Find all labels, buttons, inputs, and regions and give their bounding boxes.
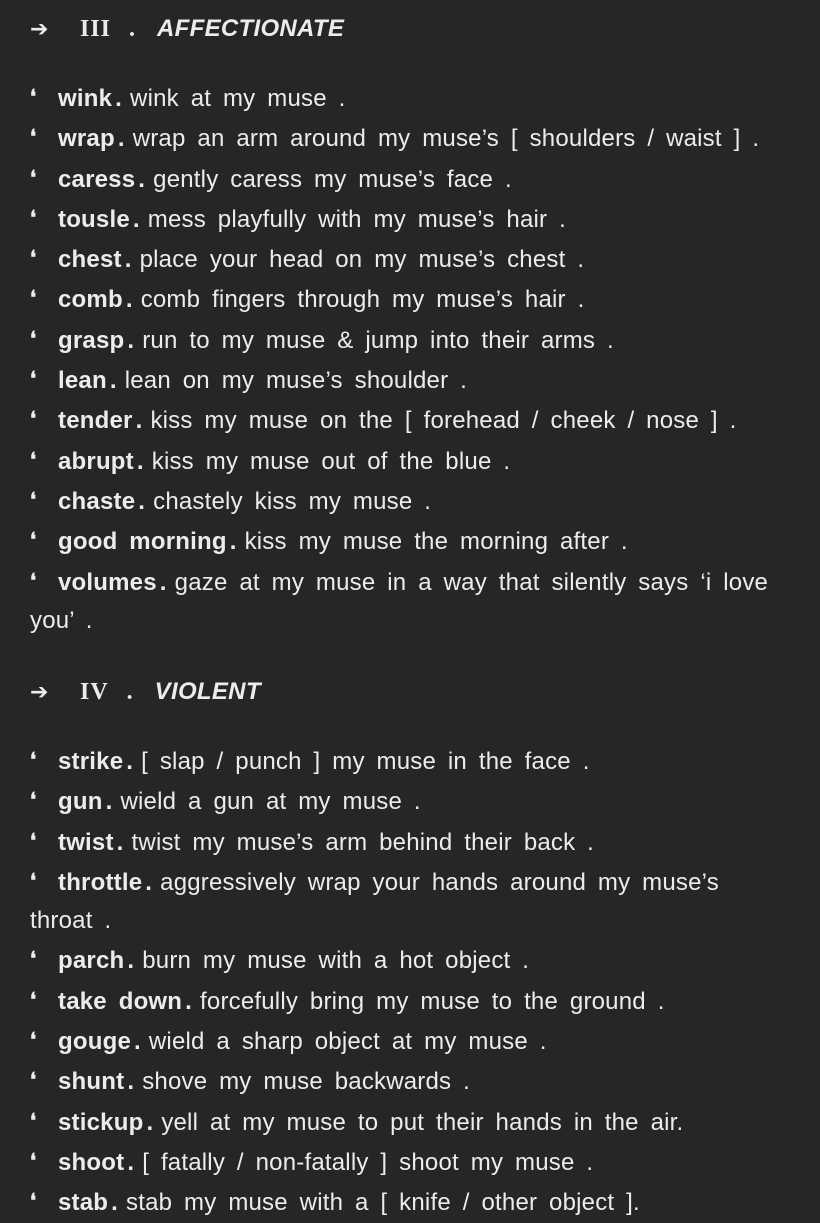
list-item (30, 78, 790, 118)
item-term: comb (58, 286, 123, 314)
quote-bullet-icon: ❛ (30, 1069, 37, 1092)
list-item (30, 159, 790, 199)
item-description: [ slap / punch ] my muse in the face . (141, 748, 590, 775)
item-term-dot: . (115, 85, 123, 112)
section-separator: . (126, 678, 133, 705)
item-description: kiss my muse the morning after . (244, 528, 628, 556)
item-term-dot: . (126, 748, 134, 775)
quote-bullet-icon: ❛ (30, 948, 37, 971)
quote-bullet-icon: ❛ (30, 1190, 37, 1213)
item-description: shove my muse backwards . (142, 1068, 470, 1096)
section-heading-affectionate (30, 9, 344, 49)
list-item (30, 360, 790, 400)
item-description: kiss my muse on the [ forehead / cheek / nose ] . (150, 407, 737, 435)
quote-bullet-icon: ❛ (30, 749, 37, 771)
item-description: gently caress my muse’s face . (153, 165, 512, 193)
item-description: twist my muse’s arm behind their back . (131, 828, 595, 856)
item-description: lean on my muse’s shoulder . (124, 367, 468, 395)
item-term: good morning (58, 528, 227, 556)
item-term: abrupt (58, 447, 134, 475)
item-description: wield a sharp object at my muse . (148, 1028, 547, 1056)
quote-bullet-icon: ❛ (30, 247, 37, 270)
list-item (30, 822, 790, 862)
quote-bullet-icon: ❛ (30, 529, 37, 552)
quote-bullet-icon: ❛ (30, 166, 37, 189)
item-description: wrap an arm around my muse’s [ shoulders / waist ] . (132, 125, 760, 153)
item-term-dot: . (111, 1189, 119, 1217)
list-item (30, 940, 790, 980)
item-description: chastely kiss my muse . (153, 487, 432, 515)
section-title: AFFECTIONATE (157, 15, 345, 42)
section-title: VIOLENT (154, 678, 261, 705)
item-description: comb fingers through my muse’s hair . (140, 286, 585, 314)
item-description: mess playfully with my muse’s hair . (147, 205, 566, 233)
list-item (30, 441, 790, 481)
section-heading-violent (30, 672, 261, 712)
item-description: wield a gun at my muse . (120, 788, 421, 816)
item-description: aggressively wrap your hands around my muse’s throat . (30, 868, 719, 935)
item-term: shoot (58, 1148, 125, 1176)
item-description: wink at my muse . (130, 85, 346, 112)
item-description: kiss my muse out of the blue . (151, 447, 511, 475)
item-term: parch (58, 947, 125, 975)
item-term: stab (58, 1189, 109, 1217)
list-item (30, 279, 790, 319)
list-item (30, 320, 790, 360)
item-term: twist (58, 828, 114, 856)
list-item (30, 239, 790, 279)
list-item (30, 1142, 790, 1182)
item-term: wrap (58, 125, 115, 153)
list-item (30, 862, 790, 941)
item-term-dot: . (127, 947, 135, 975)
item-term-dot: . (138, 165, 146, 193)
quote-bullet-icon: ❛ (30, 488, 37, 511)
item-term: stickup (58, 1108, 144, 1136)
quote-bullet-icon: ❛ (30, 368, 37, 391)
quote-bullet-icon: ❛ (30, 126, 37, 149)
quote-bullet-icon: ❛ (30, 988, 37, 1011)
item-term: volumes (58, 568, 157, 596)
list-item (30, 1102, 790, 1142)
item-description: gaze at my muse in a way that silently says ‘i love you’ . (30, 568, 769, 634)
item-term-dot: . (145, 868, 153, 896)
quote-bullet-icon: ❛ (30, 869, 37, 892)
item-term: chaste (58, 487, 136, 515)
list-item (30, 562, 790, 641)
item-description: run to my muse & jump into their arms . (142, 326, 614, 354)
violent-list (30, 741, 790, 1223)
quote-bullet-icon: ❛ (30, 789, 37, 812)
arrow-right-icon: ➔ (30, 679, 49, 705)
item-term: tender (58, 407, 133, 435)
item-term: caress (58, 165, 136, 193)
item-term: throttle (58, 868, 143, 896)
item-term-dot: . (127, 1068, 135, 1096)
item-term-dot: . (127, 1148, 135, 1176)
quote-bullet-icon: ❛ (30, 1029, 37, 1052)
item-term: strike (58, 748, 124, 775)
item-term-dot: . (116, 828, 124, 856)
quote-bullet-icon: ❛ (30, 829, 37, 852)
item-term-dot: . (159, 568, 167, 596)
quote-bullet-icon: ❛ (30, 569, 37, 592)
quote-bullet-icon: ❛ (30, 327, 37, 350)
item-term-dot: . (127, 326, 135, 354)
list-item (30, 741, 790, 781)
quote-bullet-icon: ❛ (30, 287, 37, 310)
item-term-dot: . (135, 407, 143, 435)
quote-bullet-icon: ❛ (30, 86, 37, 108)
quote-bullet-icon: ❛ (30, 408, 37, 431)
list-item (30, 199, 790, 239)
item-term-dot: . (185, 987, 193, 1015)
item-term-dot: . (125, 286, 133, 314)
item-term: take down (58, 987, 183, 1015)
item-term-dot: . (136, 447, 144, 475)
list-item (30, 118, 790, 158)
item-description: stab my muse with a [ knife / other object ]. (126, 1189, 640, 1217)
item-description: [ fatally / non-fatally ] shoot my muse . (142, 1148, 594, 1176)
quote-bullet-icon: ❛ (30, 448, 37, 471)
item-term-dot: . (132, 205, 140, 233)
item-description: burn my muse with a hot object . (142, 947, 530, 975)
section-numeral: III (80, 15, 112, 42)
item-term-dot: . (117, 125, 125, 153)
quote-bullet-icon: ❛ (30, 1109, 37, 1132)
item-term: grasp (58, 326, 125, 354)
item-term: gun (58, 788, 103, 816)
list-item (30, 981, 790, 1021)
item-term-dot: . (138, 487, 146, 515)
list-item (30, 781, 790, 821)
list-item (30, 1021, 790, 1061)
list-item (30, 400, 790, 440)
item-description: place your head on my muse’s chest . (139, 246, 585, 274)
item-term-dot: . (105, 788, 113, 816)
item-term-dot: . (124, 246, 132, 274)
list-item (30, 521, 790, 561)
list-item (30, 481, 790, 521)
item-term-dot: . (134, 1028, 141, 1056)
arrow-right-icon: ➔ (30, 16, 49, 42)
list-item (30, 1182, 790, 1222)
quote-bullet-icon: ❛ (30, 1149, 37, 1172)
section-separator: . (129, 15, 136, 42)
item-term: wink (58, 85, 113, 112)
item-description: forcefully bring my muse to the ground . (200, 987, 665, 1015)
item-term: gouge (58, 1028, 131, 1056)
item-term: chest (58, 246, 122, 274)
quote-bullet-icon: ❛ (30, 206, 37, 229)
item-description: yell at my muse to put their hands in the air. (161, 1108, 684, 1136)
item-term: lean (58, 367, 107, 395)
item-term: tousle (58, 205, 130, 233)
item-term-dot: . (229, 528, 237, 556)
list-item (30, 1061, 790, 1101)
item-term-dot: . (146, 1108, 154, 1136)
affectionate-list (30, 78, 790, 640)
item-term: shunt (58, 1068, 125, 1096)
item-term-dot: . (109, 367, 117, 395)
section-numeral: IV (80, 678, 109, 705)
